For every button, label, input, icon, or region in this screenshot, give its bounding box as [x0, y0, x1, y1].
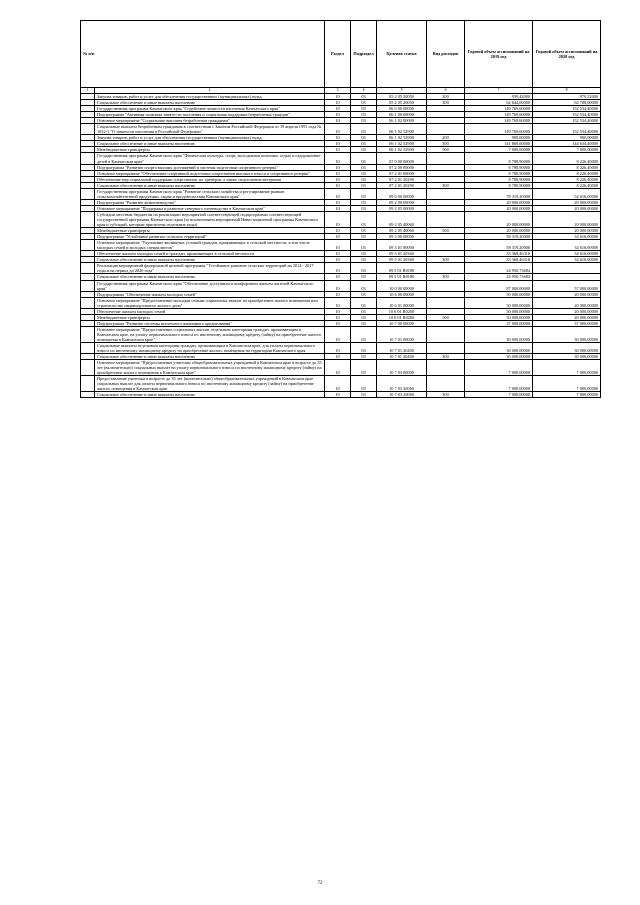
- row-amount-2020: 20 000,00000: [533, 205, 601, 211]
- row-name: Основное мероприятие "Предоставление социальных выплат отдельным категориям граждан, проживающим в Камчатском крае, на уплату первоначального взноса по ипотечному жилищному кредиту (займу) на приобретение жилого помещения в Камчатском крае": [95, 326, 325, 342]
- row-index-cell: [81, 297, 95, 308]
- row-amount-2019: 58 319,20000: [465, 234, 533, 240]
- table-row: [81, 392, 601, 398]
- row-expense-type: [427, 124, 465, 135]
- row-razdel: 10: [325, 343, 351, 354]
- row-target-article: 07 2 01 20290: [377, 182, 427, 188]
- row-razdel: 10: [325, 326, 351, 342]
- row-razdel: 10: [325, 308, 351, 314]
- row-target-article: 07 2 01 20290: [377, 176, 427, 182]
- row-expense-type: [427, 280, 465, 291]
- row-amount-2020: 7 000,00000: [533, 376, 601, 392]
- row-target-article: 10 6 00 00000: [377, 291, 427, 297]
- row-razdel: 10: [325, 124, 351, 135]
- row-index-cell: [81, 360, 95, 376]
- row-podrazdel: 03: [351, 376, 377, 392]
- row-target-article: 10 7 01 20400: [377, 354, 427, 360]
- row-target-article: 10 7 01 00000: [377, 326, 427, 342]
- row-podrazdel: 03: [351, 308, 377, 314]
- row-podrazdel: 03: [351, 94, 377, 100]
- row-podrazdel: 03: [351, 124, 377, 135]
- row-name: Обеспечение мер социальной поддержки спортсменов, их тренеров, а также спортсменов-ветеранов: [95, 176, 325, 182]
- row-target-article: 10 0 00 00000: [377, 280, 427, 291]
- row-amount-2020: 7 000,00000: [533, 360, 601, 376]
- row-podrazdel: 03: [351, 112, 377, 118]
- row-amount-2019: 939,42000: [465, 94, 533, 100]
- row-razdel: 10: [325, 147, 351, 153]
- row-target-article: 06 1 02 00000: [377, 118, 427, 124]
- row-podrazdel: 03: [351, 211, 377, 227]
- header-row: [81, 21, 601, 88]
- row-name: Подпрограмма "Развитие системы ипотечного жилищного кредитования": [95, 320, 325, 326]
- row-razdel: 10: [325, 376, 351, 392]
- row-amount-2020: 8 226,40000: [533, 153, 601, 164]
- row-name: Социальное обеспечение и иные выплаты населению: [95, 100, 325, 106]
- row-expense-type: 300: [427, 354, 465, 360]
- row-target-article: 05 2 05 20050: [377, 100, 427, 106]
- row-name: Социальное обеспечение и иные выплаты населению: [95, 392, 325, 398]
- col-header-podrazdel: Подраздел: [351, 21, 377, 88]
- row-podrazdel: 03: [351, 326, 377, 342]
- row-razdel: 10: [325, 314, 351, 320]
- row-name: Обеспечение жильем молодых семей: [95, 308, 325, 314]
- row-name: Закупка товаров, работ и услуг для обеспечения государственных (муниципальных) нужд: [95, 94, 325, 100]
- row-amount-2019: 149 769,60000: [465, 112, 533, 118]
- page-number: 72: [317, 881, 323, 886]
- row-amount-2019: 8 788,90000: [465, 164, 533, 170]
- col-header-2019: Годовой объем ассигнований на 2019 год: [465, 21, 533, 88]
- row-podrazdel: 03: [351, 147, 377, 153]
- col-number: 3: [325, 88, 351, 94]
- row-razdel: 10: [325, 135, 351, 141]
- col-header-razdel: Раздел: [325, 21, 351, 88]
- row-target-article: 07 2 01 00000: [377, 170, 427, 176]
- row-razdel: 10: [325, 280, 351, 291]
- row-amount-2020: 152 534,40000: [533, 112, 601, 118]
- row-amount-2019: 8 788,90000: [465, 170, 533, 176]
- row-razdel: 10: [325, 228, 351, 234]
- row-razdel: 10: [325, 234, 351, 240]
- col-number: 5: [377, 88, 427, 94]
- row-razdel: 10: [325, 211, 351, 227]
- row-razdel: 10: [325, 182, 351, 188]
- row-amount-2020: 57 000,00000: [533, 280, 601, 291]
- row-razdel: 10: [325, 164, 351, 170]
- row-expense-type: 300: [427, 392, 465, 398]
- row-amount-2019: 50 000,00000: [465, 291, 533, 297]
- row-razdel: 10: [325, 263, 351, 274]
- row-amount-2019: 900,00000: [465, 135, 533, 141]
- row-amount-2019: 8 788,90000: [465, 176, 533, 182]
- row-target-article: 06 0 00 00000: [377, 106, 427, 112]
- row-target-article: 06 1 02 52900: [377, 124, 427, 135]
- row-target-article: 10 6 01 R0200: [377, 308, 427, 314]
- table-row: [81, 211, 601, 227]
- row-podrazdel: 03: [351, 176, 377, 182]
- row-index-cell: [81, 326, 95, 342]
- row-name: Подпрограмма "Обеспечение жильем молодых семей": [95, 291, 325, 297]
- row-amount-2020: 20 000,00000: [533, 314, 601, 320]
- row-name: Социальное обеспечение и иные выплаты населению: [95, 274, 325, 280]
- row-name: Социальные выплаты безработным гражданам в соответствии с Законом Российской Федерации от 19 апреля 1991 года № 1032-1 "О занятости населения в Российской Федерации": [95, 124, 325, 135]
- row-name: Государственная программа Камчатского края "Содействие занятости населения Камчатского края": [95, 106, 325, 112]
- row-target-article: 07 0 00 00000: [377, 153, 427, 164]
- row-podrazdel: 03: [351, 251, 377, 257]
- row-razdel: 10: [325, 100, 351, 106]
- row-podrazdel: 03: [351, 234, 377, 240]
- row-podrazdel: 03: [351, 106, 377, 112]
- row-podrazdel: 03: [351, 343, 377, 354]
- row-index-cell: [81, 280, 95, 291]
- row-amount-2020: 30 000,00000: [533, 343, 601, 354]
- row-razdel: 10: [325, 118, 351, 124]
- row-expense-type: 300: [427, 100, 465, 106]
- row-name: Подпрограмма "Устойчивое развитие сельских территорий": [95, 234, 325, 240]
- row-name: Социальные выплаты отдельным категориям граждан, проживающим в Камчатском крае, для уплаты первоначального взноса по ипотечному жилищному кредиту на приобретение жилого помещения на территории Камчатского края: [95, 343, 325, 354]
- table-row: [81, 376, 601, 392]
- row-razdel: 10: [325, 188, 351, 199]
- row-amount-2019: 7 000,00000: [465, 392, 533, 398]
- row-target-article: 09 5 01 R0180: [377, 263, 427, 274]
- col-header-target-article: Целевая статья: [377, 21, 427, 88]
- row-name: Социальное обеспечение и иные выплаты населению: [95, 257, 325, 263]
- row-razdel: 10: [325, 291, 351, 297]
- row-name: Основное мероприятие "Улучшение жилищных условий граждан, проживающих в сельской местности, в том числе молодых семей и молодых специалистов": [95, 240, 325, 251]
- row-name: Государственная программа Камчатского края "Обеспечение доступным и комфортным жильем жителей Камчатского края": [95, 280, 325, 291]
- row-target-article: 09 5 01 00000: [377, 240, 427, 251]
- row-index-cell: [81, 343, 95, 354]
- row-amount-2020: 7 000,00000: [533, 392, 601, 398]
- row-razdel: 10: [325, 297, 351, 308]
- row-target-article: 06 1 02 52900: [377, 135, 427, 141]
- row-amount-2020: 20 000,00000: [533, 199, 601, 205]
- row-razdel: 10: [325, 176, 351, 182]
- row-razdel: 10: [325, 199, 351, 205]
- row-expense-type: [427, 240, 465, 251]
- row-razdel: 10: [325, 251, 351, 257]
- row-target-article: 09 2 00 00000: [377, 199, 427, 205]
- row-expense-type: [427, 343, 465, 354]
- row-amount-2019: 58 319,20000: [465, 240, 533, 251]
- row-expense-type: [427, 263, 465, 274]
- row-expense-type: [427, 326, 465, 342]
- row-name: Подпрограмма "Активная политика занятости населения и социальная поддержка безработных граждан": [95, 112, 325, 118]
- row-target-article: 09 5 00 00000: [377, 234, 427, 240]
- col-number: 6: [427, 88, 465, 94]
- row-expense-type: 300: [427, 182, 465, 188]
- row-target-article: 10 7 03 20060: [377, 392, 427, 398]
- row-amount-2019: 24 950,73684: [465, 263, 533, 274]
- row-target-article: 09 5 01 20360: [377, 251, 427, 257]
- row-index-cell: [81, 263, 95, 274]
- row-razdel: 10: [325, 170, 351, 176]
- row-index-cell: [81, 124, 95, 135]
- row-name: Основное мероприятие "Обеспечение спортивной подготовки спортсменов высокого класса и спортивного резерва": [95, 170, 325, 176]
- row-amount-2019: 20 000,00000: [465, 205, 533, 211]
- row-podrazdel: 03: [351, 320, 377, 326]
- row-podrazdel: 03: [351, 354, 377, 360]
- row-target-article: 09 2 05 00000: [377, 205, 427, 211]
- row-name: Государственная программа Камчатского края "Развитие сельского хозяйства и регулирование рынков сельскохозяйственной продукции, сырья и продовольствия Камчатского края": [95, 188, 325, 199]
- row-name: Основное мероприятие "Поддержка и развитие северного оленеводства в Камчатском крае": [95, 205, 325, 211]
- table-row: [81, 360, 601, 376]
- row-name: Социальное обеспечение и иные выплаты населению: [95, 141, 325, 147]
- row-amount-2020: 152 534,40000: [533, 118, 601, 124]
- col-header-2020: Годовой объем ассигнований на 2020 год: [533, 21, 601, 88]
- table-row: [81, 326, 601, 342]
- row-target-article: 09 5 01 R0180: [377, 274, 427, 280]
- col-number: 4: [351, 88, 377, 94]
- row-amount-2020: 20 000,00000: [533, 211, 601, 227]
- row-target-article: 10 7 01 20400: [377, 343, 427, 354]
- row-podrazdel: 03: [351, 263, 377, 274]
- row-name: Реализация мероприятий федеральной целевой программы "Устойчивое развитие сельских территорий на 2014 - 2017 годы и на период до 2020 года": [95, 263, 325, 274]
- table-row: [81, 280, 601, 291]
- row-amount-2020: 7 000,00000: [533, 147, 601, 153]
- row-amount-2020: 8 226,40000: [533, 164, 601, 170]
- table-row: [81, 263, 601, 274]
- row-amount-2019: 7 000,00000: [465, 376, 533, 392]
- row-target-article: 07 2 00 00000: [377, 164, 427, 170]
- row-name: Основное мероприятие "Предоставление учителям общеобразовательных учреждений в Камчатском крае в возрасте до 35 лет (включительно) социальных выплат на уплату первоначального взноса по ипотечному жилищному кредиту (займу) на приобретение жилого помещения в Камчатском крае": [95, 360, 325, 376]
- row-podrazdel: 03: [351, 118, 377, 124]
- row-name: Государственная программа Камчатского края "Физическая культура, спорт, молодежная политика, отдых и оздоровление детей в Камчатском крае": [95, 153, 325, 164]
- row-target-article: 10 7 03 20060: [377, 376, 427, 392]
- row-razdel: 10: [325, 392, 351, 398]
- row-name: Предоставление учителям в возрасте до 35 лет (включительно) общеобразовательных учреждений в Камчатском крае социальных выплат для оплаты первоначального взноса по ипотечному жилищному кредиту (займу) на приобретение жилого помещения в Камчатском крае: [95, 376, 325, 392]
- col-number: 8: [533, 88, 601, 94]
- row-name: Межбюджетные трансферты: [95, 314, 325, 320]
- row-target-article: 06 1 00 00000: [377, 112, 427, 118]
- col-number: 7: [465, 88, 533, 94]
- row-razdel: 10: [325, 274, 351, 280]
- row-podrazdel: 03: [351, 188, 377, 199]
- row-podrazdel: 03: [351, 170, 377, 176]
- row-target-article: 10 6 01 R0200: [377, 314, 427, 320]
- row-target-article: 06 1 02 52900: [377, 141, 427, 147]
- row-amount-2020: 54 616,00000: [533, 188, 601, 199]
- row-expense-type: [427, 297, 465, 308]
- row-target-article: 09 5 01 20360: [377, 257, 427, 263]
- row-amount-2019: 7 000,00000: [465, 360, 533, 376]
- row-podrazdel: 03: [351, 141, 377, 147]
- table-row: [81, 240, 601, 251]
- row-podrazdel: 03: [351, 280, 377, 291]
- row-amount-2019: 33 368,46316: [465, 251, 533, 257]
- row-target-article: 06 1 02 52900: [377, 147, 427, 153]
- row-amount-2019: 50 000,00000: [465, 314, 533, 320]
- row-podrazdel: 03: [351, 100, 377, 106]
- budget-document: [80, 20, 600, 398]
- row-name: Социальное обеспечение и иные выплаты населению: [95, 354, 325, 360]
- row-podrazdel: 03: [351, 297, 377, 308]
- row-amount-2020: 8 226,40000: [533, 170, 601, 176]
- row-amount-2019: 37 000,00000: [465, 320, 533, 326]
- row-index-cell: [81, 188, 95, 199]
- row-amount-2020: 20 000,00000: [533, 291, 601, 297]
- row-amount-2019: 50 000,00000: [465, 308, 533, 314]
- row-podrazdel: 03: [351, 314, 377, 320]
- row-amount-2020: [533, 263, 601, 274]
- row-name: Субсидии местным бюджетам на реализацию мероприятий соответствующей подпрограммы соответствующей государственной программы Камчатского края (за исключением мероприятий Инвестиционной программы Камчатского края и субсидий, которым присвоены отдельные коды): [95, 211, 325, 227]
- col-number: 2: [95, 88, 325, 94]
- row-expense-type: 500: [427, 147, 465, 153]
- budget-table: [80, 20, 601, 398]
- row-amount-2020: 34 616,00000: [533, 240, 601, 251]
- row-podrazdel: 03: [351, 360, 377, 376]
- row-amount-2019: 24 950,73684: [465, 274, 533, 280]
- col-header-expense-type: Вид расходов: [427, 21, 465, 88]
- row-amount-2019: 149 769,60000: [465, 118, 533, 124]
- row-amount-2019: 20 000,00000: [465, 199, 533, 205]
- row-amount-2019: 149 769,60000: [465, 124, 533, 135]
- row-target-article: 05 2 05 20050: [377, 94, 427, 100]
- row-expense-type: 300: [427, 257, 465, 263]
- row-razdel: 10: [325, 141, 351, 147]
- table-row: [81, 297, 601, 308]
- row-expense-type: 500: [427, 314, 465, 320]
- row-razdel: 10: [325, 153, 351, 164]
- row-amount-2020: 20 000,00000: [533, 308, 601, 314]
- row-razdel: 10: [325, 354, 351, 360]
- row-podrazdel: 03: [351, 182, 377, 188]
- row-name: Межбюджетные трансферты: [95, 228, 325, 234]
- row-amount-2020: 144 634,40000: [533, 141, 601, 147]
- row-podrazdel: 03: [351, 274, 377, 280]
- row-target-article: 10 7 00 00000: [377, 320, 427, 326]
- row-podrazdel: 03: [351, 291, 377, 297]
- row-expense-type: 200: [427, 135, 465, 141]
- row-podrazdel: 03: [351, 199, 377, 205]
- row-name: Основное мероприятие "Предоставление молодым семьям социальных выплат на приобретение жилого помещения или строительство индивидуального жилого дома": [95, 297, 325, 308]
- table-row: [81, 124, 601, 135]
- row-amount-2019: 62 644,00000: [465, 100, 533, 106]
- row-amount-2019: 141 869,60000: [465, 141, 533, 147]
- row-name: Обеспечение жильем молодых семей и граждан, проживающих в сельской местности: [95, 251, 325, 257]
- row-razdel: 10: [325, 106, 351, 112]
- row-podrazdel: 03: [351, 205, 377, 211]
- row-amount-2019: 20 000,00000: [465, 228, 533, 234]
- row-amount-2020: 970,52000: [533, 94, 601, 100]
- table-row: [81, 343, 601, 354]
- row-amount-2020: 152 534,40000: [533, 106, 601, 112]
- row-name: Подпрограмма "Развитие спорта высших достижений и системы подготовки спортивного резерва": [95, 164, 325, 170]
- row-index-cell: [81, 392, 95, 398]
- row-expense-type: 300: [427, 274, 465, 280]
- row-amount-2019: 149 769,60000: [465, 106, 533, 112]
- row-amount-2019: 8 788,90000: [465, 182, 533, 188]
- row-expense-type: 500: [427, 228, 465, 234]
- row-amount-2019: 30 000,00000: [465, 354, 533, 360]
- table-body: [81, 94, 601, 398]
- row-amount-2020: 34 616,00000: [533, 234, 601, 240]
- row-expense-type: 200: [427, 94, 465, 100]
- col-number: 1: [81, 88, 95, 94]
- row-razdel: 10: [325, 257, 351, 263]
- row-index-cell: [81, 153, 95, 164]
- row-amount-2019: 78 319,20000: [465, 188, 533, 199]
- row-razdel: 10: [325, 240, 351, 251]
- row-amount-2020: 34 616,00000: [533, 251, 601, 257]
- row-target-article: 09 2 05 40060: [377, 211, 427, 227]
- row-expense-type: [427, 153, 465, 164]
- row-expense-type: [427, 211, 465, 227]
- table-row: [81, 188, 601, 199]
- row-name: Межбюджетные трансферты: [95, 147, 325, 153]
- row-podrazdel: 03: [351, 257, 377, 263]
- row-amount-2020: 20 000,00000: [533, 297, 601, 308]
- row-amount-2019: 33 368,46316: [465, 257, 533, 263]
- row-target-article: 10 7 03 00000: [377, 360, 427, 376]
- row-amount-2020: 37 000,00000: [533, 320, 601, 326]
- row-razdel: 10: [325, 112, 351, 118]
- row-razdel: 10: [325, 360, 351, 376]
- row-name: Закупка товаров, работ и услуг для обеспечения государственных (муниципальных) нужд: [95, 135, 325, 141]
- row-amount-2019: 20 000,00000: [465, 211, 533, 227]
- row-razdel: 10: [325, 205, 351, 211]
- row-amount-2020: 8 226,40000: [533, 176, 601, 182]
- row-podrazdel: 03: [351, 240, 377, 251]
- row-name: Подпрограмма "Развитие животноводства": [95, 199, 325, 205]
- row-amount-2019: 87 000,00000: [465, 280, 533, 291]
- row-podrazdel: 03: [351, 153, 377, 164]
- row-amount-2020: 30 000,00000: [533, 326, 601, 342]
- row-name: Основное мероприятие "Социальные выплаты безработным гражданам": [95, 118, 325, 124]
- row-target-article: 09 2 05 40060: [377, 228, 427, 234]
- row-target-article: 10 6 01 00000: [377, 297, 427, 308]
- row-podrazdel: 03: [351, 164, 377, 170]
- row-amount-2019: 30 000,00000: [465, 343, 533, 354]
- row-target-article: 09 0 00 00000: [377, 188, 427, 199]
- row-amount-2020: 64 780,00000: [533, 100, 601, 106]
- row-amount-2019: 50 000,00000: [465, 297, 533, 308]
- row-index-cell: [81, 240, 95, 251]
- table-row: [81, 153, 601, 164]
- row-amount-2019: 30 000,00000: [465, 326, 533, 342]
- row-amount-2020: 30 000,00000: [533, 354, 601, 360]
- row-expense-type: [427, 376, 465, 392]
- row-expense-type: 300: [427, 141, 465, 147]
- row-razdel: 10: [325, 320, 351, 326]
- row-name: Социальное обеспечение и иные выплаты населению: [95, 182, 325, 188]
- row-podrazdel: 03: [351, 228, 377, 234]
- row-amount-2020: 152 534,40000: [533, 124, 601, 135]
- row-index-cell: [81, 211, 95, 227]
- row-amount-2020: 900,00000: [533, 135, 601, 141]
- row-amount-2019: 8 788,90000: [465, 153, 533, 164]
- row-amount-2020: 8 226,40000: [533, 182, 601, 188]
- row-podrazdel: 03: [351, 135, 377, 141]
- col-header-num: № п/п: [81, 21, 325, 88]
- row-amount-2019: 7 000,00000: [465, 147, 533, 153]
- row-razdel: 10: [325, 94, 351, 100]
- row-expense-type: [427, 360, 465, 376]
- row-amount-2020: 34 616,00000: [533, 257, 601, 263]
- row-index-cell: [81, 376, 95, 392]
- row-amount-2020: 20 000,00000: [533, 228, 601, 234]
- row-expense-type: [427, 188, 465, 199]
- row-podrazdel: 03: [351, 392, 377, 398]
